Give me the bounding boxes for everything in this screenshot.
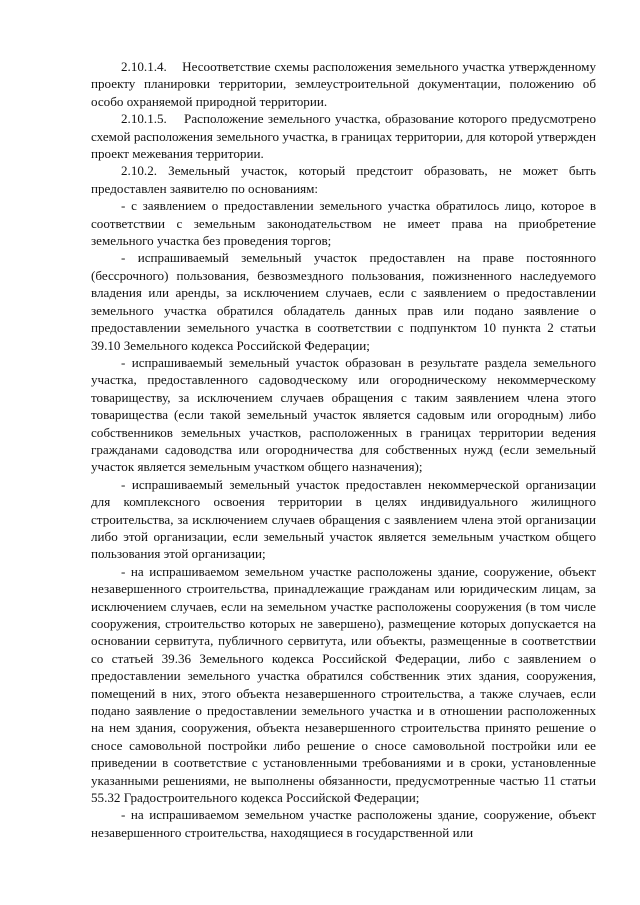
document-page <box>91 58 596 841</box>
list-item-already-provided: - испрашиваемый земельный участок предоставлен на праве постоянного (бессрочного) пользования, безвозмездного пользования, пожизненного наследуемого владения или аренды, за исключением случаев, если с заявлением о предоставлении земельного участка обратился обладатель данных прав или подано заявление о предоставлении земельного участка в соответствии с подпунктом 10 пункта 2 статьи 39.10 Земельного кодекса Российской Федерации; <box>91 250 596 353</box>
list-item-garden-partnership: - испрашиваемый земельный участок образован в результате раздела земельного участка, предоставленного садоводческому или огородническому некоммерческому товариществу, за исключением случаев обращения с таким заявлением члена этого товарищества (если такой земельный участок является садовым или огородным) либо собственников земельных участков, расположенных в границах территории ведения гражданами садоводства или огородничества для собственных нужд (если земельный участок является земельным участком общего назначения); <box>91 354 596 475</box>
list-item-state-owned-buildings: - на испрашиваемом земельном участке расположены здание, сооружение, объект незавершенного строительства, находящиеся в государственной или <box>91 807 596 840</box>
paragraph-2-10-1-5: 2.10.1.5. Расположение земельного участка, образование которого предусмотрено схемой расположения земельного участка, в границах территории, для которой утвержден проект межевания территории. <box>91 111 596 162</box>
list-item-buildings-located: - на испрашиваемом земельном участке расположены здание, сооружение, объект незавершенного строительства, принадлежащие гражданам или юридическим лицам, за исключением случаев, если на земельном участке расположены сооружения (в том числе сооружения, строительство которых не завершено), размещение которых допускается на основании сервитута, публичного сервитута, или объекты, размещенные в соответствии со статьей 39.36 Земельного кодекса Российской Федерации, либо с заявлением о предоставлении земельного участка обратился собственник этих здания, сооружения, помещений в них, этого объекта незавершенного строительства, а также случаев, если подано заявление о предоставлении земельного участка и в отношении расположенных на нем здания, сооружения, объекта незавершенного строительства принято решение о сносе самовольной постройки либо решение о сносе самовольной постройки или ее приведении в соответствие с установленными требованиями и в сроки, установленные указанными решениями, не выполнены обязанности, предусмотренные частью 11 статьи 55.32 Градостроительного кодекса Российской Федерации; <box>91 563 596 806</box>
list-item-applicant-no-right: - с заявлением о предоставлении земельного участка обратилось лицо, которое в соответствии с земельным законодательством не имеет права на приобретение земельного участка без проведения торгов; <box>91 198 596 249</box>
paragraph-2-10-1-4: 2.10.1.4. Несоответствие схемы расположения земельного участка утвержденному проекту планировки территории, землеустроительной документации, положению об особо охраняемой природной территории. <box>91 59 596 109</box>
list-item-nonprofit-organization: - испрашиваемый земельный участок предоставлен некоммерческой организации для комплексного освоения территории в целях индивидуального жилищного строительства, за исключением случаев обращения с заявлением члена этой организации либо этой организации, если земельный участок является земельным участком общего пользования этой организации; <box>91 476 596 562</box>
paragraph-2-10-2: 2.10.2. Земельный участок, который предстоит образовать, не может быть предоставлен заявителю по основаниям: <box>91 163 596 196</box>
